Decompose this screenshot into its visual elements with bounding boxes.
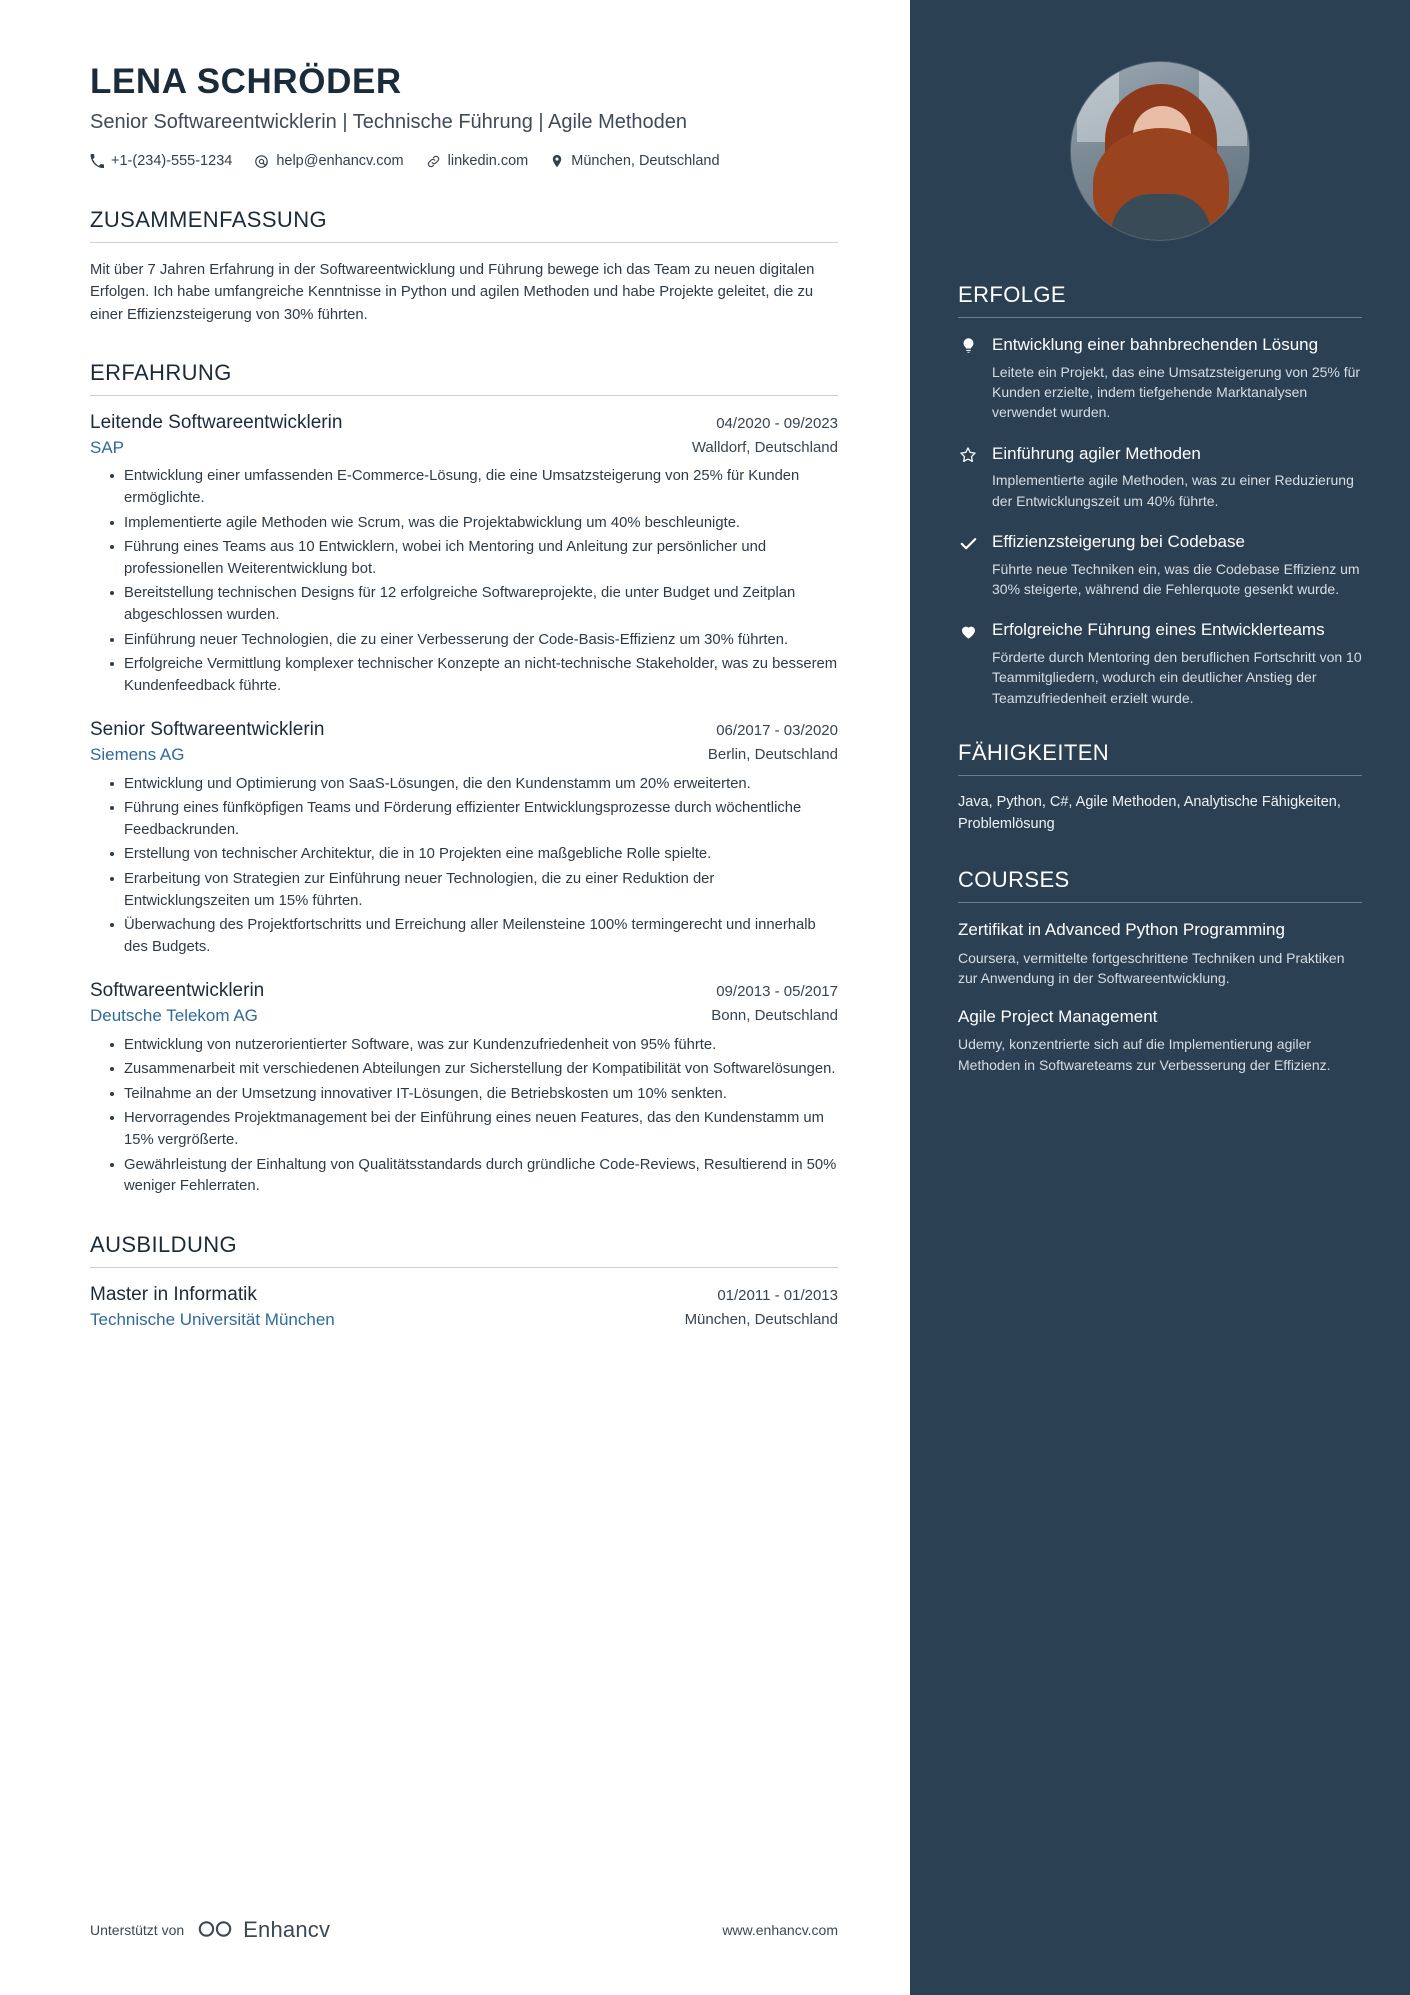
job-dates: 06/2017 - 03/2020 bbox=[716, 722, 838, 740]
list-item: Bereitstellung technischen Designs für 12 erfolgreiche Softwareprojekte, die unter Budget und Zeitplan abgeschlossen wurden. bbox=[110, 583, 838, 626]
sidebar-section-skills bbox=[958, 740, 1362, 836]
achievement-item bbox=[958, 531, 1362, 599]
company-name[interactable]: Deutsche Telekom AG bbox=[90, 1006, 258, 1026]
location-icon bbox=[550, 154, 564, 168]
list-item: Erarbeitung von Strategien zur Einführung neuer Technologien, die zu einer Reduktion der Entwicklungszeiten um 15% führten. bbox=[110, 869, 838, 912]
enhancv-logo[interactable] bbox=[196, 1917, 330, 1943]
achievement-description: Leitete ein Projekt, das eine Umsatzsteigerung von 25% für Kunden erzielte, indem tiefgehende Marktanalysen verwendet wurden. bbox=[992, 363, 1361, 421]
company-name[interactable]: Siemens AG bbox=[90, 745, 185, 765]
achievement-body bbox=[992, 619, 1362, 708]
list-item: Implementierte agile Methoden wie Scrum, was die Projektabwicklung um 40% beschleunigte. bbox=[110, 513, 838, 535]
section-title-education: AUSBILDUNG bbox=[90, 1232, 838, 1268]
contact-email-text: help@enhancv.com bbox=[276, 152, 404, 169]
job-title: Senior Softwareentwicklerin bbox=[90, 719, 325, 741]
section-title-summary: ZUSAMMENFASSUNG bbox=[90, 207, 838, 243]
job-location: Walldorf, Deutschland bbox=[691, 439, 838, 457]
heart-icon bbox=[958, 619, 978, 708]
experience-header bbox=[90, 980, 838, 1002]
achievement-description: Führte neue Techniken ein, was die Codebase Effizienz um 30% steigerte, während die Fehlerquote gesenkt wurde. bbox=[992, 560, 1360, 598]
list-item: Einführung neuer Technologien, die zu einer Verbesserung der Code-Basis-Effizienz um 30% führten. bbox=[110, 630, 838, 652]
job-bullets bbox=[90, 774, 838, 959]
list-item: Führung eines fünfköpfigen Teams und Förderung effizienter Entwicklungsprozesse durch wöchentliche Feedbackrunden. bbox=[110, 798, 838, 841]
footer-branding bbox=[90, 1917, 330, 1943]
footer-website[interactable]: www.enhancv.com bbox=[722, 1922, 838, 1938]
list-item: Erstellung von technischer Architektur, die in 10 Projekten eine maßgebliche Rolle spielte. bbox=[110, 844, 838, 866]
contact-linkedin[interactable] bbox=[426, 150, 529, 173]
section-title-courses: COURSES bbox=[958, 867, 1362, 903]
achievement-body bbox=[992, 531, 1362, 599]
list-item: Hervorragendes Projektmanagement bei der Einführung eines neuen Features, das den Kundenstamm um 15% vergrößerte. bbox=[110, 1108, 838, 1151]
achievement-item bbox=[958, 619, 1362, 708]
experience-header bbox=[90, 412, 838, 434]
avatar-container bbox=[958, 62, 1362, 240]
contact-location-text: München, Deutschland bbox=[571, 152, 720, 169]
sidebar-section-courses bbox=[958, 867, 1362, 1074]
contact-email[interactable] bbox=[254, 150, 403, 173]
job-bullets bbox=[90, 1035, 838, 1198]
job-title: Softwareentwicklerin bbox=[90, 980, 265, 1002]
list-item: Entwicklung und Optimierung von SaaS-Lösungen, die den Kundenstamm um 20% erweiterten. bbox=[110, 774, 838, 796]
company-name[interactable]: SAP bbox=[90, 438, 125, 458]
section-title-skills: FÄHIGKEITEN bbox=[958, 740, 1362, 776]
course-item bbox=[958, 1006, 1362, 1075]
list-item: Erfolgreiche Vermittlung komplexer technischer Konzepte an nicht-technische Stakeholder, was zu besserem Kundenfeedback führte. bbox=[110, 654, 838, 697]
sidebar-section-achievements bbox=[958, 282, 1362, 708]
job-bullets bbox=[90, 466, 838, 697]
degree-dates: 01/2011 - 01/2013 bbox=[717, 1286, 838, 1304]
page-footer bbox=[90, 1917, 838, 1943]
course-description: Udemy, konzentrierte sich auf die Implementierung agiler Methoden in Softwareteams zur Verbesserung der Effizienz. bbox=[958, 1036, 1331, 1073]
achievement-title: Einführung agiler Methoden bbox=[992, 443, 1201, 463]
achievement-item bbox=[958, 443, 1362, 511]
skills-list: Java, Python, C#, Agile Methoden, Analytische Fähigkeiten, Problemlösung bbox=[958, 793, 1341, 832]
job-dates: 04/2020 - 09/2023 bbox=[716, 415, 838, 433]
summary-text: Mit über 7 Jahren Erfahrung in der Softwareentwicklung und Führung bewege ich das Team zu neuen digitalen Erfolgen. Ich habe umfangreiche Kenntnisse in Python und agilen Methoden und habe Projekte geleitet, die zu einer Effizienzsteigerung von 30% führten. bbox=[90, 261, 815, 323]
brand-name: Enhancv bbox=[243, 1917, 331, 1942]
lightbulb-icon bbox=[958, 334, 978, 423]
school-name[interactable]: Technische Universität München bbox=[90, 1309, 335, 1329]
experience-entry bbox=[90, 719, 838, 958]
list-item: Gewährleistung der Einhaltung von Qualitätsstandards durch gründliche Code-Reviews, Resultierend in 50% weniger Fehlerraten. bbox=[110, 1155, 838, 1198]
professional-headline: Senior Softwareentwicklerin | Technische Führung | Agile Methoden bbox=[90, 111, 688, 134]
education-subheader bbox=[90, 1310, 838, 1330]
achievement-title: Effizienzsteigerung bei Codebase bbox=[992, 531, 1245, 551]
contact-phone bbox=[90, 150, 232, 173]
list-item: Führung eines Teams aus 10 Entwicklern, wobei ich Mentoring und Anleitung zur persönlicher und professionellen Weiterentwicklung bot. bbox=[110, 537, 838, 580]
check-icon bbox=[958, 531, 978, 599]
course-title: Zertifikat in Advanced Python Programming bbox=[958, 920, 1285, 940]
education-header bbox=[90, 1284, 838, 1306]
list-item: Überwachung des Projektfortschritts und Erreichung aller Meilensteine 100% termingerecht und innerhalb des Budgets. bbox=[110, 915, 838, 958]
course-title: Agile Project Management bbox=[958, 1007, 1158, 1027]
star-icon bbox=[958, 443, 978, 511]
job-title: Leitende Softwareentwicklerin bbox=[90, 412, 343, 434]
resume-sidebar bbox=[910, 0, 1410, 1995]
experience-subheader bbox=[90, 745, 838, 765]
phone-icon bbox=[90, 154, 104, 168]
contact-phone-text: +1-(234)-555-1234 bbox=[111, 152, 233, 169]
list-item: Zusammenarbeit mit verschiedenen Abteilungen zur Sicherstellung der Kompatibilität von Softwarelösungen. bbox=[110, 1059, 838, 1081]
experience-entry bbox=[90, 980, 838, 1197]
experience-entry bbox=[90, 412, 838, 697]
contact-details bbox=[90, 150, 730, 173]
infinity-icon bbox=[196, 1919, 234, 1942]
job-location: Bonn, Deutschland bbox=[711, 1007, 838, 1025]
achievement-description: Implementierte agile Methoden, was zu einer Reduzierung der Entwicklungszeit um 40% führte. bbox=[992, 472, 1354, 509]
contact-linkedin-text: linkedin.com bbox=[447, 152, 529, 169]
achievement-description: Förderte durch Mentoring den beruflichen Fortschritt von 10 Teammitgliedern, wodurch ein deutlicher Anstieg der Teamzufriedenheit erzielt wurde. bbox=[992, 649, 1362, 706]
list-item: Entwicklung von nutzerorientierter Software, was zur Kundenzufriedenheit von 95% führte. bbox=[110, 1035, 838, 1057]
email-icon bbox=[254, 154, 269, 169]
experience-header bbox=[90, 719, 838, 741]
course-description: Coursera, vermittelte fortgeschrittene Techniken und Praktiken zur Anwendung in der Softwareentwicklung. bbox=[958, 949, 1345, 986]
course-item bbox=[958, 919, 1362, 988]
section-title-achievements: ERFOLGE bbox=[958, 282, 1362, 318]
achievement-body bbox=[992, 334, 1362, 423]
experience-subheader bbox=[90, 438, 838, 458]
page-title: LENA SCHRÖDER bbox=[90, 62, 402, 101]
avatar bbox=[1071, 62, 1249, 240]
education-entry bbox=[90, 1284, 838, 1330]
list-item: Teilnahme an der Umsetzung innovativer IT-Lösungen, die Betriebskosten um 10% senkten. bbox=[110, 1084, 838, 1106]
achievement-title: Entwicklung einer bahnbrechenden Lösung bbox=[992, 335, 1319, 354]
powered-by-label: Unterstützt von bbox=[90, 1922, 185, 1938]
experience-subheader bbox=[90, 1006, 838, 1026]
school-location: München, Deutschland bbox=[684, 1310, 838, 1328]
link-icon bbox=[426, 154, 441, 169]
achievement-item bbox=[958, 334, 1362, 423]
job-dates: 09/2013 - 05/2017 bbox=[716, 983, 838, 1001]
job-location: Berlin, Deutschland bbox=[707, 746, 838, 764]
degree-title: Master in Informatik bbox=[90, 1283, 257, 1305]
section-title-experience: ERFAHRUNG bbox=[90, 360, 838, 396]
contact-location bbox=[550, 150, 719, 173]
list-item: Entwicklung einer umfassenden E-Commerce-Lösung, die eine Umsatzsteigerung von 25% für Kunden ermöglichte. bbox=[110, 466, 838, 509]
achievement-body bbox=[992, 443, 1362, 511]
achievement-title: Erfolgreiche Führung eines Entwicklerteams bbox=[992, 620, 1325, 640]
